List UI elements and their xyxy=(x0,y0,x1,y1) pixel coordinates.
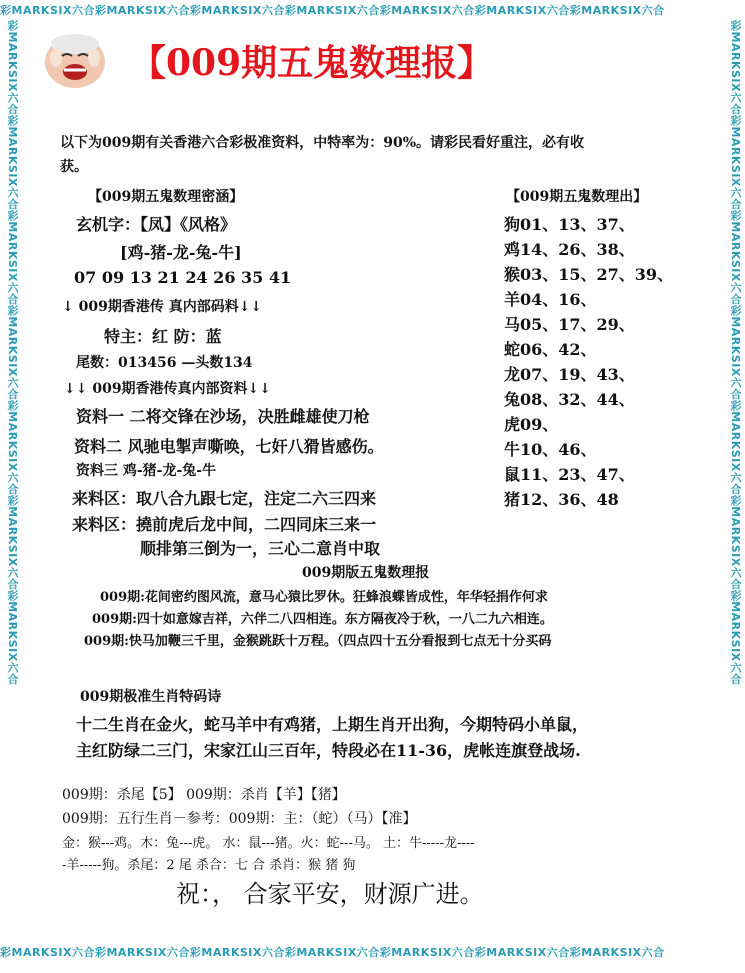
edition-line-3: 009期:快马加鞭三千里，金猴跳跃十万程。（四点四十五分看报到七点无十分买码 xyxy=(84,634,552,649)
inside-heading-2: ↓↓ 009期香港传真内部资料↓↓ xyxy=(64,381,272,397)
bottom-watermark-border: 彩MARKSIX六合彩MARKSIX六合彩MARKSIX六合彩MARKSIX六合彩MARKSIX六合彩MARKSIX六合彩MARKSIX六合 xyxy=(0,946,665,959)
zodiac-row: 马05、17、29、 xyxy=(504,315,635,334)
laiqu-3: 顺排第三倒为一，三心二意肖中取 xyxy=(140,539,381,558)
laiqu-2: 来料区：撓前虎后龙中间，二四同床三来一 xyxy=(72,515,377,534)
page-title: 【009期五鬼数理报】 xyxy=(130,42,494,84)
blessing: 祝：， 合家平安，财源广进。 xyxy=(176,880,484,908)
zodiac-row: 猴03、15、27、39、 xyxy=(504,265,674,284)
ziliao-1: 资料一 二将交锋在沙场，决胜雌雄使刀枪 xyxy=(76,407,370,426)
zodiac-row: 猪12、36、48 xyxy=(504,490,619,509)
intro-line-2: 获。 xyxy=(60,159,88,175)
animal-set: [鸡-猪-龙-兔-牛] xyxy=(120,243,242,262)
zodiac-row: 蛇06、42、 xyxy=(504,340,597,359)
xuanji-word: 玄机字：【凤】《风格》 xyxy=(76,215,237,234)
tail-numbers: 尾数：013456 —头数134 xyxy=(76,355,253,371)
left-heading: 【009期五鬼数理密涵】 xyxy=(88,189,244,205)
top-watermark-border: 彩MARKSIX六合彩MARKSIX六合彩MARKSIX六合彩MARKSIX六合彩MARKSIX六合彩MARKSIX六合彩MARKSIX六合 xyxy=(0,4,665,17)
right-watermark-border: 彩MARKSIX六合彩MARKSIX六合彩MARKSIX六合彩MARKSIX六合彩MARKSIX六合彩MARKSIX六合彩MARKSIX六合 xyxy=(729,20,742,685)
zodiac-row: 鸡14、26、38、 xyxy=(504,240,635,259)
intro-line-1: 以下为009期有关香港六合彩极准资料，中特率为：90%。请彩民看好重注，必有收 xyxy=(60,135,585,151)
laughing-face-avatar-icon xyxy=(42,32,108,90)
left-watermark-border: 彩MARKSIX六合彩MARKSIX六合彩MARKSIX六合彩MARKSIX六合彩MARKSIX六合彩MARKSIX六合彩MARKSIX六合 xyxy=(6,20,19,685)
edition-line-2: 009期:四十如意嫁吉祥，六伴二八四相连。东方隔夜冷于秋，一八二九六相连。 xyxy=(92,612,553,627)
right-heading: 【009期五鬼数理出】 xyxy=(506,189,648,205)
number-set: 07 09 13 21 24 26 35 41 xyxy=(74,268,292,287)
ziliao-2: 资料二 风驰电掣声嘶唤，七奸八猾皆感伤。 xyxy=(74,437,384,456)
zodiac-row: 兔08、32、44、 xyxy=(504,390,635,409)
elements-line-2: -羊-----狗。杀尾：2 尾 杀合：七 合 杀肖：猴 猪 狗 xyxy=(62,858,356,873)
zodiac-row: 牛10、46、 xyxy=(504,440,597,459)
inside-heading-1: ↓ 009期香港传 真内部码料↓↓ xyxy=(62,299,263,315)
zodiac-row: 鼠11、23、47、 xyxy=(504,465,635,484)
ziliao-3: 资料三 鸡-猪-龙-兔-牛 xyxy=(76,463,217,479)
edition-heading: 009期版五鬼数理报 xyxy=(302,565,430,581)
zodiac-row: 羊04、16、 xyxy=(504,290,597,309)
zodiac-row: 虎09、 xyxy=(504,415,559,434)
laiqu-1: 来料区：取八合九跟七定，注定二六三四来 xyxy=(72,489,377,508)
poem-heading: 009期极准生肖特码诗 xyxy=(80,689,222,705)
zodiac-row: 狗01、13、37、 xyxy=(504,215,635,234)
edition-line-1: 009期:花间密约图风流，意马心猿比罗休。狂蜂浪蝶皆成性，年华轻捐作何求 xyxy=(100,590,548,605)
kill-line: 009期：杀尾【5】 009期：杀肖【羊】【猪】 xyxy=(62,787,346,803)
poem-line-2: 主红防绿二三门，宋家江山三百年，特段必在11-36，虎帐连旗登战场. xyxy=(76,741,581,760)
poem-line-1: 十二生肖在金火，蛇马羊中有鸡猪，上期生肖开出狗，今期特码小单鼠， xyxy=(76,715,589,734)
wuxing-line: 009期：五行生肖－参考：009期：主：（蛇）（马）【准】 xyxy=(62,811,417,827)
special-main: 特主：红 防：蓝 xyxy=(104,327,222,346)
zodiac-row: 龙07、19、43、 xyxy=(504,365,635,384)
elements-line-1: 金：猴---鸡。木：兔---虎。 水：鼠---猪。火：蛇---马。 土：牛-----龙---- xyxy=(62,836,475,851)
